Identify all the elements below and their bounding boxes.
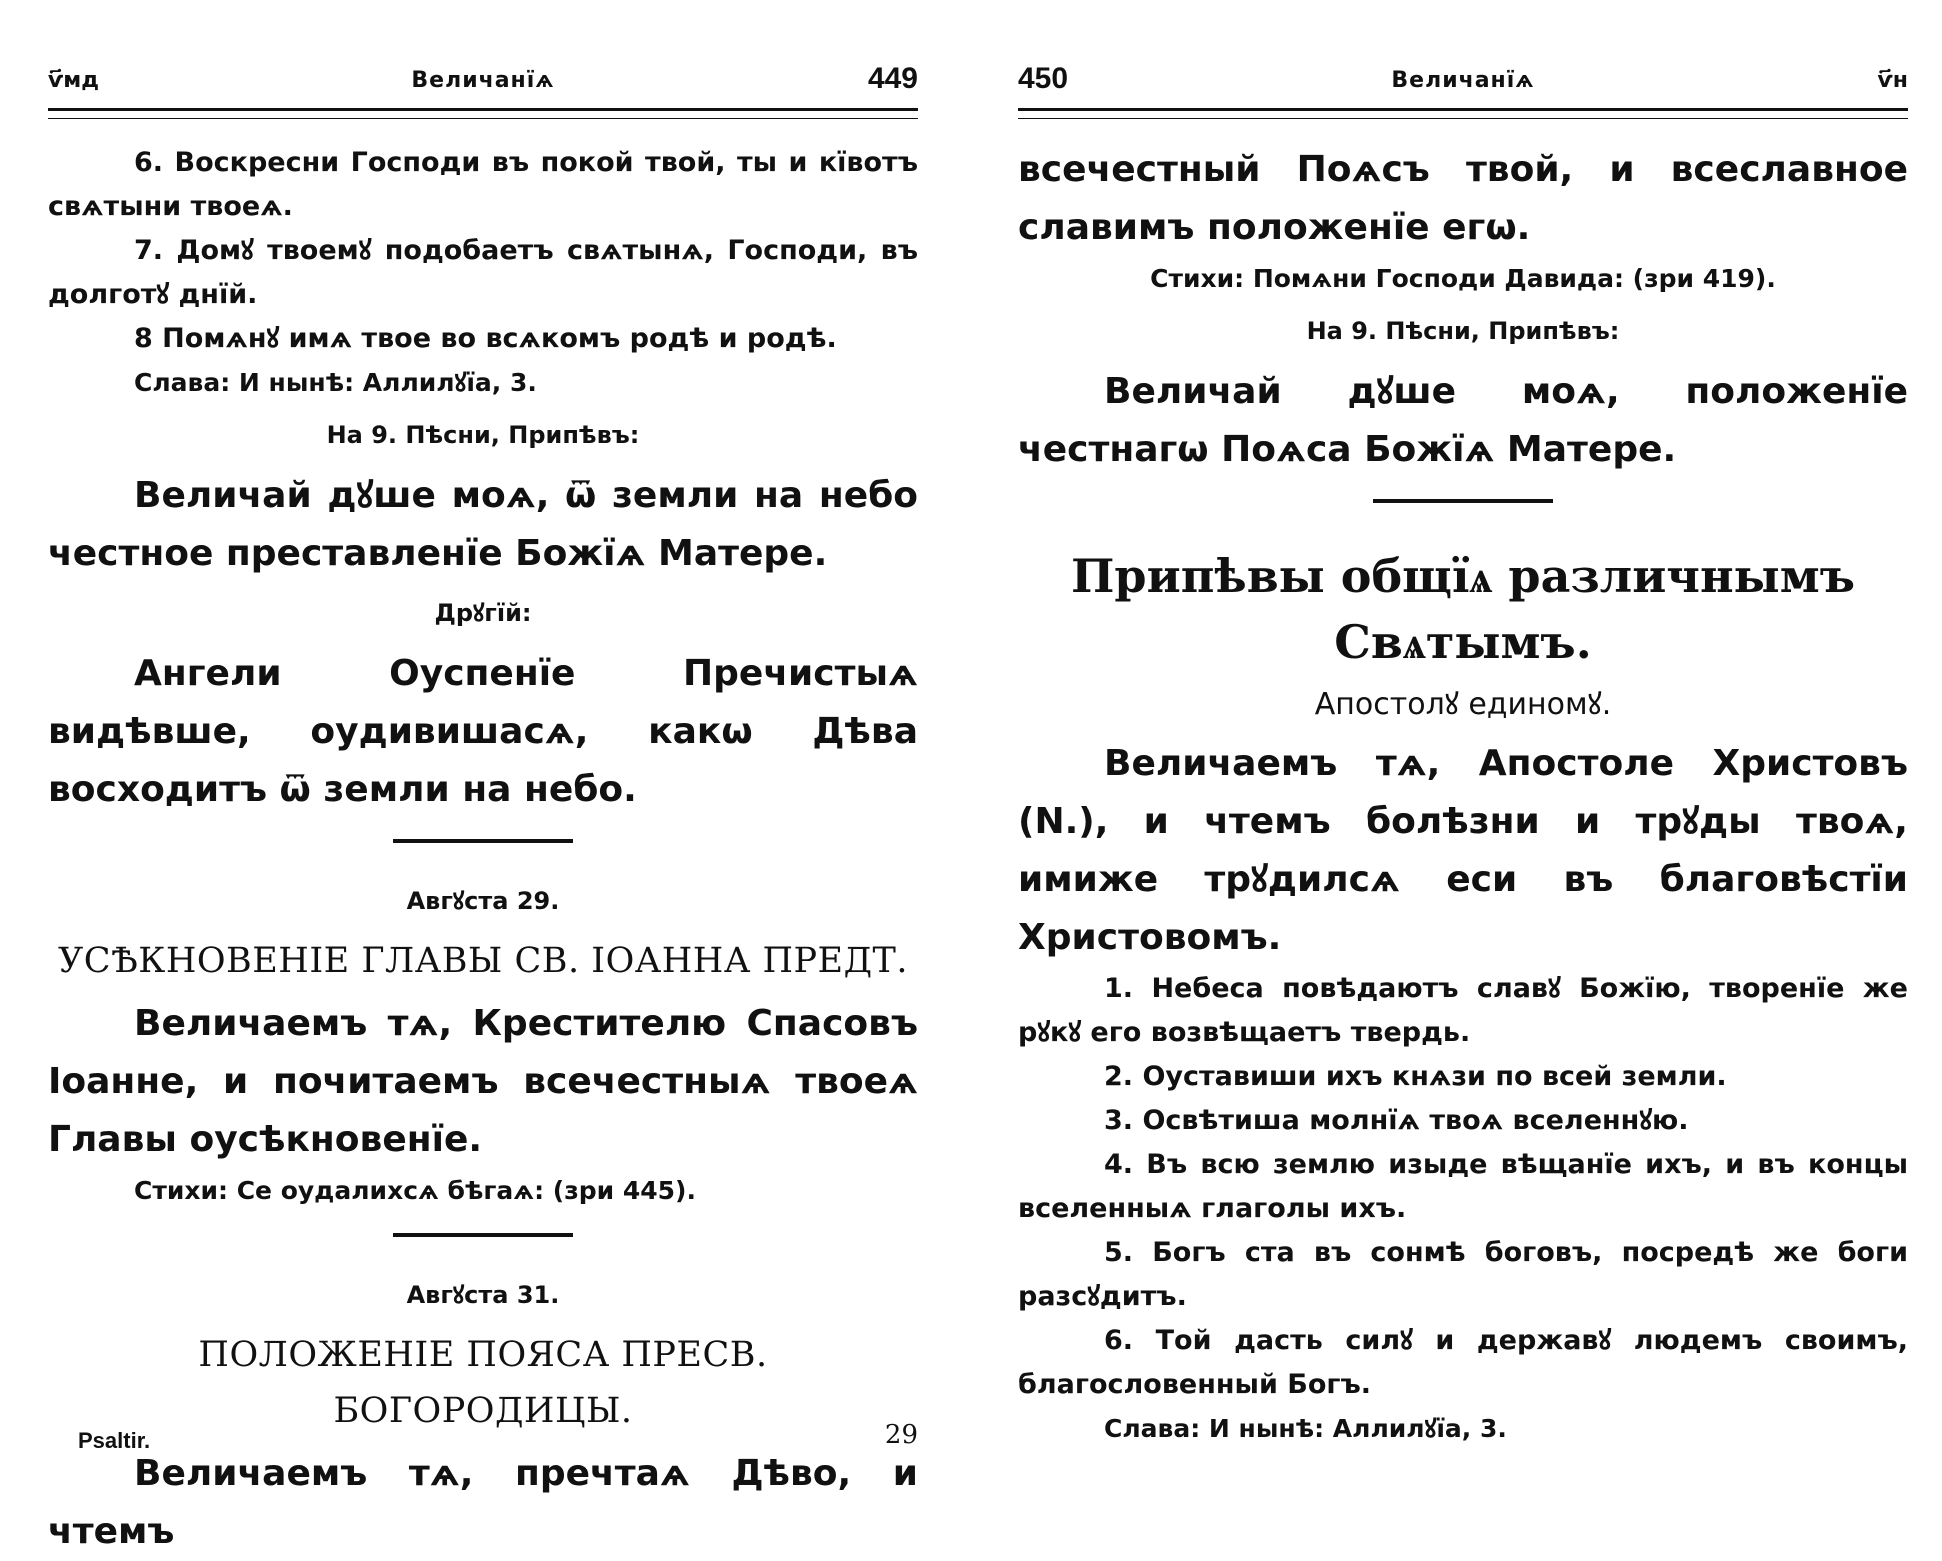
apostle-verse-4: 4. Въ всю землю изыде вѣщанїе ихъ, и въ концы вселенныѧ глаголы ихъ. bbox=[1018, 1149, 1908, 1224]
subsection-one-apostle: Апостолꙋ единомꙋ. bbox=[1314, 687, 1612, 722]
verse-8: 8 Помѧнꙋ имѧ твое во всѧкомъ родѣ и родѣ. bbox=[134, 323, 837, 354]
verse-6: 6. Воскресни Господи въ покой твой, ты и кївотъ свѧтыни твоеѧ. bbox=[48, 147, 918, 222]
glory-line-right: Слава: И нынѣ: Аллилꙋїа, 3. bbox=[1104, 1414, 1507, 1443]
refrain-2: Ангели Оуспенїе Пречистыѧ видѣвше, оудивишасѧ, какѡ Дѣва восходитъ ѿ земли на небо. bbox=[48, 653, 918, 810]
left-header-slavonic-number: ѵ҃мд bbox=[48, 68, 100, 93]
magnification-belt: Величаемъ тѧ, пречтаѧ Дѣво, и чтемъ bbox=[48, 1453, 918, 1552]
left-page bbox=[48, 60, 918, 1552]
date-august-29: Авгꙋста 29. bbox=[406, 887, 560, 915]
ninth-ode-heading: На 9. Пѣсни, Припѣвъ: bbox=[326, 421, 640, 449]
refrain-belt: Величай дꙋше моѧ, положенїе честнагѡ Поѧса Божїѧ Матере. bbox=[1018, 371, 1908, 470]
left-header-rule bbox=[48, 108, 918, 119]
section-divider bbox=[393, 839, 573, 843]
date-august-31: Авгꙋста 31. bbox=[406, 1281, 560, 1309]
apostle-verse-6: 6. Той дасть силꙋ и державꙋ людемъ своимъ, благословенный Богъ. bbox=[1018, 1325, 1908, 1400]
right-page-number: 450 bbox=[1018, 62, 1069, 95]
apostle-verse-3: 3. Освѣтиша молнїѧ твоѧ вселеннꙋю. bbox=[1104, 1105, 1689, 1136]
stichos-beheading: Стихи: Се оудалихсѧ бѣгаѧ: (зри 445). bbox=[134, 1176, 696, 1205]
apostle-verse-1: 1. Небеса повѣдаютъ славꙋ Божїю, творенїе же рꙋкꙋ его возвѣщаетъ твердь. bbox=[1018, 973, 1908, 1048]
section-title-common-refrains: Припѣвы общїѧ различнымъ Свѧтымъ. bbox=[1070, 549, 1856, 669]
apostle-verse-2: 2. Оуставиши ихъ кнѧзи по всей земли. bbox=[1104, 1061, 1727, 1092]
glory-line: Слава: И нынѣ: Аллилꙋїа, 3. bbox=[134, 368, 537, 397]
magnification-apostle: Величаемъ тѧ, Апостоле Христовъ (N.), и чтемъ болѣзни и трꙋды твоѧ, имиже трꙋдилсѧ еси въ благовѣстїи Христовомъ. bbox=[1018, 743, 1908, 958]
feast-title-beheading: УСѢКНОВЕНІЕ ГЛАВЫ СВ. ІОАННА ПРЕДТ. bbox=[58, 941, 908, 981]
left-running-head bbox=[48, 60, 918, 108]
continuation-text: всечестный Поѧсъ твой, и всеславное славимъ положенїе егѡ. bbox=[1018, 149, 1908, 248]
stichos-david: Стихи: Помѧни Господи Давида: (зри 419). bbox=[1150, 264, 1776, 293]
right-header-rule bbox=[1018, 108, 1908, 119]
refrain-1: Величай дꙋше моѧ, ѿ земли на небо честное преставленїе Божїѧ Матере. bbox=[48, 475, 918, 574]
left-page-number: 449 bbox=[867, 62, 918, 95]
apostle-verse-5: 5. Богъ ста въ сонмѣ боговъ, посредѣ же боги разсꙋдитъ. bbox=[1018, 1237, 1908, 1312]
other-heading: Дрꙋгїй: bbox=[434, 599, 532, 627]
ninth-ode-heading: На 9. Пѣсни, Припѣвъ: bbox=[1306, 317, 1620, 345]
footer-sheet-number: 29 bbox=[884, 1420, 918, 1450]
section-divider bbox=[393, 1233, 573, 1237]
verse-7: 7. Домꙋ твоемꙋ подобаетъ свѧтынѧ, Господи, въ долготꙋ днїй. bbox=[48, 235, 918, 310]
right-header-title: Величанїѧ bbox=[1391, 68, 1535, 93]
left-header-title: Величанїѧ bbox=[411, 68, 555, 93]
magnification-beheading: Величаемъ тѧ, Крестителю Спасовъ Іоанне, и почитаемъ всечестныѧ твоеѧ Главы оусѣкновенїе. bbox=[48, 1003, 918, 1160]
right-running-head bbox=[1018, 60, 1908, 108]
footer-signature: Psaltir. bbox=[78, 1428, 151, 1453]
right-header-slavonic-number: ѵ҃н bbox=[1877, 68, 1908, 93]
section-divider bbox=[1373, 499, 1553, 503]
feast-title-belt: ПОЛОЖЕНІЕ ПОЯСА ПРЕСВ. БОГОРОДИЦЫ. bbox=[198, 1335, 768, 1431]
right-page bbox=[1018, 60, 1908, 1480]
